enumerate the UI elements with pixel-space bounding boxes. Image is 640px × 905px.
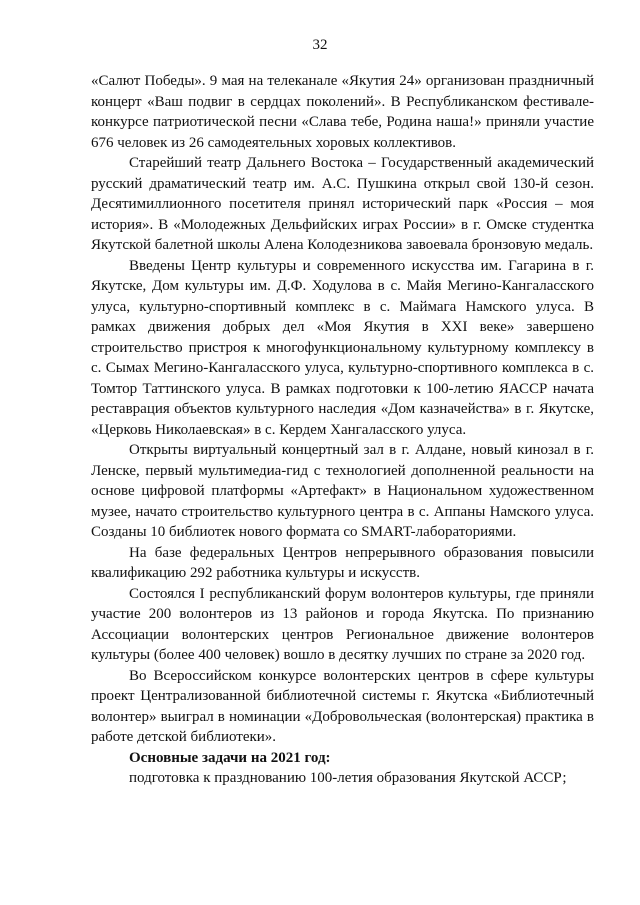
page-number: 32 [312,37,328,53]
paragraph-openings: Открыты виртуальный концертный зал в г. Алдане, новый кинозал в г. Ленске, первый мультимедиа-гид с технологией дополненной реальности на основе цифровой платформы «Артефакт» в Национальном художественном музее, начато строительство культурного центра в с. Аппаны Намского улуса. Созданы 10 библиотек нового формата со SMART-лабораториями. [91,442,594,540]
task-item: подготовка к празднованию 100-летия образования Якутской АССР; [129,770,567,786]
paragraph-volunteer-contest: Во Всероссийском конкурсе волонтерских центров в сфере культуры проект Централизованной библиотечной системы г. Якутска «Библиотечный волонтер» выиграл в номинации «Добровольческая (волонтерская) практика в работе детской библиотеки». [91,667,594,745]
document-body [91,71,594,789]
paragraph-theatre: Старейший театр Дальнего Востока – Государственный академический русский драматический театр им. А.С. Пушкина открыл свой 130-й сезон. Десятимиллионного посетителя принял исторический парк «Россия – моя история». В «Молодежных Дельфийских играх России» в г. Омске студентка Якутской балетной школы Алена Колодезникова завоевала бронзовую медаль. [91,155,594,253]
tasks-heading: Основные задачи на 2021 год: [129,749,331,766]
paragraph-training: На базе федеральных Центров непрерывного образования повысили квалификацию 292 работника культуры и искусств. [91,544,594,581]
paragraph-salute-continuation: «Салют Победы». 9 мая на телеканале «Якутия 24» организован праздничный концерт «Ваш подвиг в сердцах поколений». В Республиканском фестивале-конкурсе патриотической песни «Слава тебе, Родина наша!» приняли участие 676 человек из 26 самодеятельных хоровых коллективов. [91,73,594,151]
paragraph-volunteer-forum: Состоялся I республиканский форум волонтеров культуры, где приняли участие 200 волонтеров из 13 районов и города Якутска. По признанию Ассоциации волонтерских центров Региональное движение волонтеров культуры (более 400 человек) вошло в десятку лучших по стране за 2020 год. [91,585,594,663]
paragraph-new-facilities: Введены Центр культуры и современного искусства им. Гагарина в г. Якутске, Дом культуры им. Д.Ф. Ходулова в с. Майя Мегино-Кангаласского улуса, культурно-спортивный комплекс в с. Маймага Намского улуса. В рамках движения добрых дел «Моя Якутия в XXI веке» завершено строительство пристроя к многофункциональному культурному комплексу в с. Сымах Мегино-Кангаласского улуса, культурно-спортивного комплекса в с. Томтор Таттинского улуса. В рамках подготовки к 100-летию ЯАССР начата реставрация объектов культурного наследия «Дом казначейства» в г. Якутске, «Церковь Николаевская» в с. Кердем Хангаласского улуса. [91,257,594,438]
